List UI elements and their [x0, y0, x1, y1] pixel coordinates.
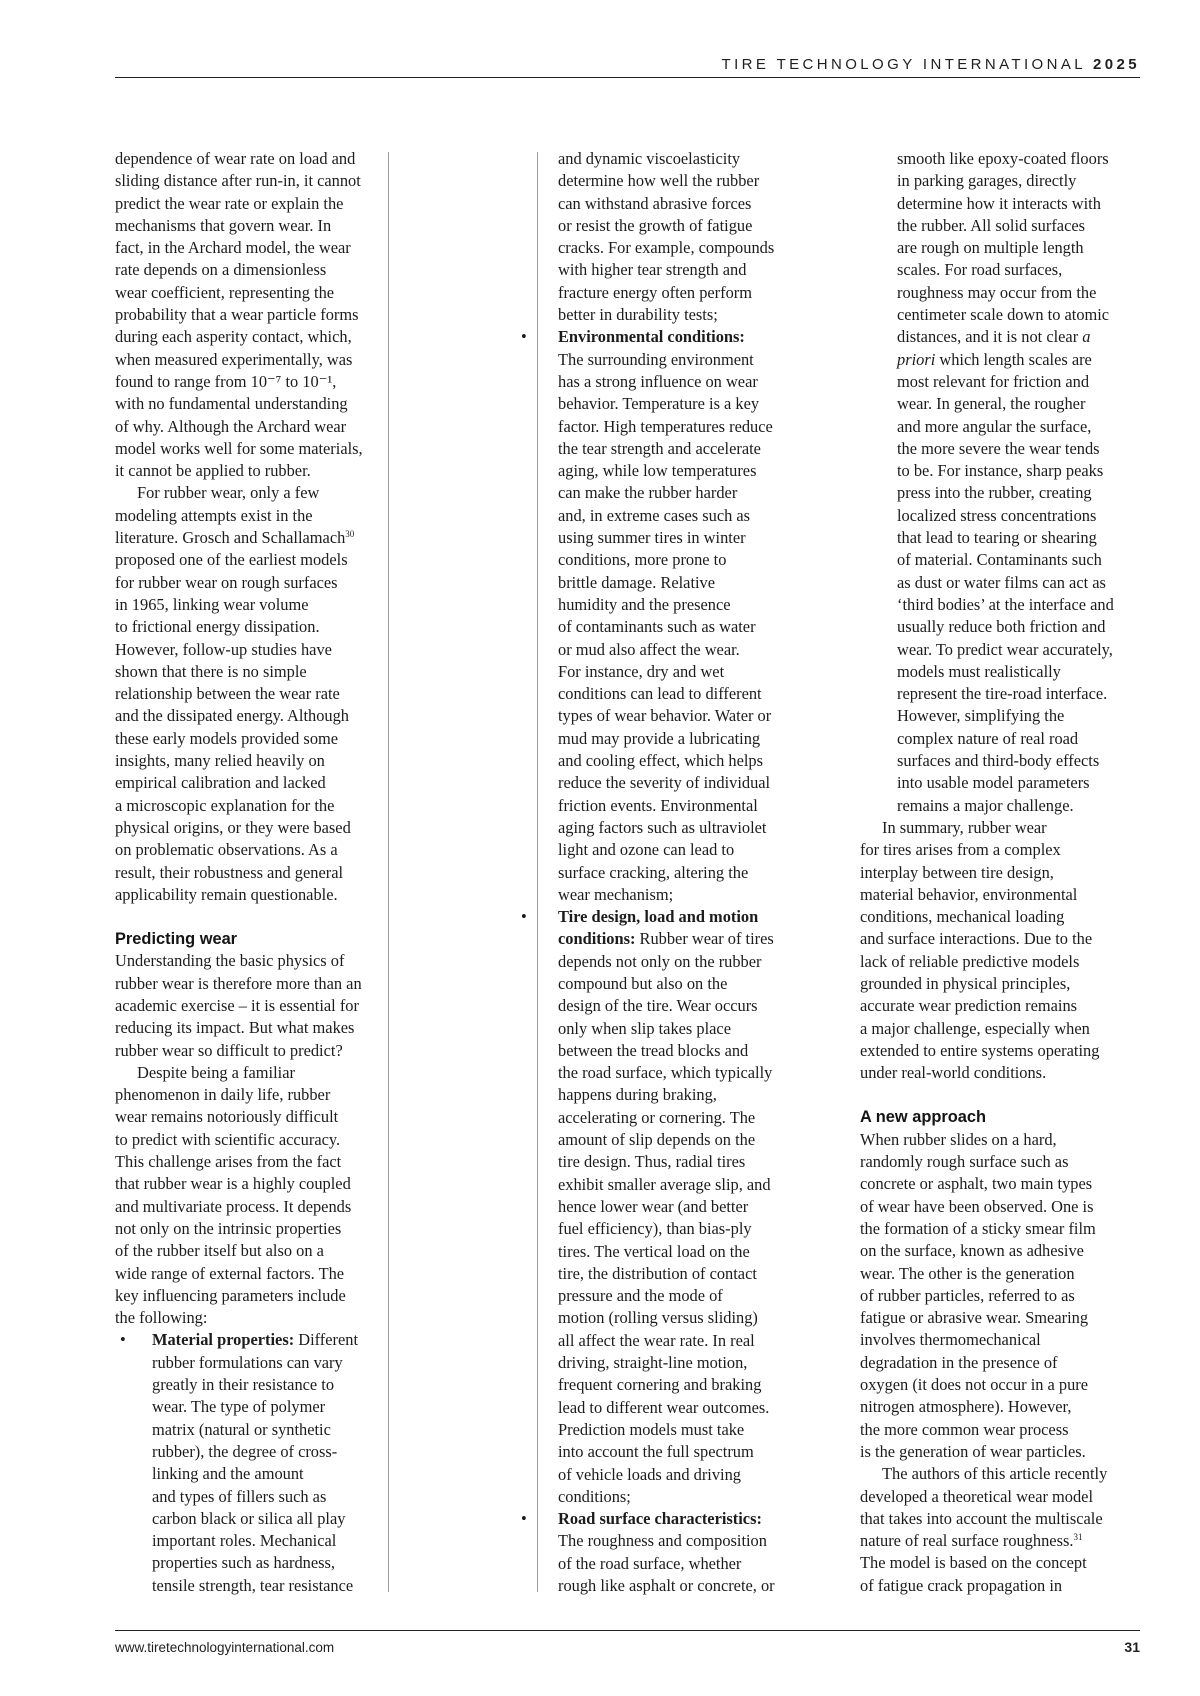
text-line: the road surface, which typically: [558, 1063, 773, 1083]
text-line: rough like asphalt or concrete, or: [558, 1576, 775, 1595]
text-line: has a strong influence on wear: [558, 371, 758, 391]
text-line: not only on the intrinsic properties: [115, 1218, 342, 1238]
reference-number: 30: [345, 529, 355, 540]
text-line: ‘third bodies’ at the interface and: [897, 594, 1114, 614]
text-line: rubber wear is therefore more than an: [115, 973, 362, 993]
bullet-dot: •: [521, 907, 527, 927]
text-line: Despite being a familiar: [137, 1062, 295, 1082]
text-line: these early models provided some: [115, 728, 339, 748]
text-line: most relevant for friction and: [897, 371, 1090, 391]
text-line: randomly rough surface such as: [860, 1152, 1069, 1172]
text-line: on problematic observations. As a: [115, 840, 338, 860]
text-line: of fatigue crack propagation in: [860, 1575, 1063, 1595]
text-line: Rubber wear of tires: [635, 929, 774, 949]
text-line: to predict with scientific accuracy.: [115, 1129, 341, 1149]
text-line: remains a major challenge.: [897, 795, 1074, 815]
text-line: conditions can lead to different: [558, 684, 762, 704]
text-line: with no fundamental understanding: [115, 394, 348, 414]
text-line: reduce the severity of individual: [558, 773, 771, 793]
text-line: exhibit smaller average slip, and: [558, 1174, 771, 1194]
text-line: design of the tire. Wear occurs: [558, 996, 758, 1016]
text-line: of the rubber itself but also on a: [115, 1241, 324, 1261]
text-line: smooth like epoxy-coated floors: [897, 149, 1109, 168]
text-line: to be. For instance, sharp peaks: [897, 461, 1104, 481]
text-line: found to range from 10⁻⁷ to 10⁻¹,: [115, 371, 337, 391]
text-line: modeling attempts exist in the: [115, 505, 313, 525]
header-rule: [115, 77, 1140, 78]
text-line: that lead to tearing or shearing: [897, 528, 1097, 548]
text-line: greatly in their resistance to: [152, 1375, 335, 1395]
text-line: literature. Grosch and Schallamach: [115, 528, 346, 548]
text-line: the tear strength and accelerate: [558, 438, 761, 458]
text-line: of the road surface, whether: [558, 1553, 742, 1573]
text-line: can withstand abrasive forces: [558, 193, 752, 213]
running-header: [115, 56, 1140, 73]
text-line: complex nature of real road: [897, 728, 1079, 748]
text-line: insights, many relied heavily on: [115, 751, 325, 771]
body-paragraph: [860, 1129, 1145, 1463]
text-line: scales. For road surfaces,: [897, 260, 1063, 280]
text-line: and cooling effect, which helps: [558, 751, 763, 771]
text-line: mud may provide a lubricating: [558, 728, 761, 748]
bullet-item: [521, 326, 843, 906]
text-line: For instance, dry and wet: [558, 661, 725, 681]
body-paragraph: [115, 950, 395, 1061]
text-line: of rubber particles, referred to as: [860, 1285, 1075, 1305]
text-line: The authors of this article recently: [882, 1464, 1108, 1484]
body-paragraph: [115, 1062, 395, 1330]
text-line: tensile strength, tear resistance: [152, 1575, 354, 1595]
text-line: centimeter scale down to atomic: [897, 305, 1110, 325]
text-line: of why. Although the Archard wear: [115, 416, 347, 436]
text-line: When rubber slides on a hard,: [860, 1129, 1057, 1149]
bullet-label: Tire design, load and motion: [558, 907, 759, 927]
text-line: of wear have been observed. One is: [860, 1196, 1094, 1216]
text-line: when measured experimentally, was: [115, 349, 353, 369]
text-line: properties such as hardness,: [152, 1553, 335, 1573]
text-line: wear. The other is the generation: [860, 1263, 1075, 1283]
text-line: hence lower wear (and better: [558, 1196, 749, 1216]
text-line: wide range of external factors. The: [115, 1263, 345, 1283]
text-line: fuel efficiency), than bias-ply: [558, 1219, 752, 1239]
text-line: fatigue or abrasive wear. Smearing: [860, 1308, 1089, 1328]
text-line: using summer tires in winter: [558, 528, 746, 548]
text-line: Understanding the basic physics of: [115, 951, 345, 971]
text-line: Different: [294, 1330, 359, 1350]
text-line: rubber wear so difficult to predict?: [115, 1040, 343, 1060]
text-line: which length scales are: [935, 349, 1092, 369]
italic-term: a: [1082, 327, 1091, 347]
bullet-item: [521, 1508, 843, 1597]
text-line: dependence of wear rate on load and: [115, 149, 356, 168]
text-line: motion (rolling versus sliding): [558, 1308, 758, 1328]
text-line: and surface interactions. Due to the: [860, 929, 1093, 949]
column-divider: [537, 152, 538, 1592]
bullet-dot: •: [521, 327, 527, 347]
text-line: cracks. For example, compounds: [558, 238, 775, 258]
text-line: lack of reliable predictive models: [860, 951, 1080, 971]
text-line: distances, and it is not clear: [897, 327, 1083, 347]
text-line: to frictional energy dissipation.: [115, 617, 320, 637]
text-line: wear. To predict wear accurately,: [897, 639, 1113, 659]
text-line: determine how well the rubber: [558, 171, 760, 191]
text-line: under real-world conditions.: [860, 1063, 1047, 1083]
bullet-label: Road surface characteristics:: [558, 1509, 762, 1529]
text-line: fact, in the Archard model, the wear: [115, 238, 351, 258]
bullet-label: Environmental conditions:: [558, 327, 745, 347]
text-line: tire, the distribution of contact: [558, 1263, 757, 1283]
publication-title: TIRE TECHNOLOGY INTERNATIONAL: [721, 56, 1086, 73]
bullet-continuation: [558, 148, 843, 326]
text-line: represent the tire-road interface.: [897, 684, 1108, 704]
text-line: degradation in the presence of: [860, 1352, 1058, 1372]
publication-year: 2025: [1093, 56, 1140, 73]
text-line: that takes into account the multiscale: [860, 1508, 1103, 1528]
text-line: pressure and the mode of: [558, 1286, 723, 1306]
text-line: localized stress concentrations: [897, 505, 1097, 525]
text-line: academic exercise – it is essential for: [115, 995, 359, 1015]
text-line: oxygen (it does not occur in a pure: [860, 1375, 1089, 1395]
text-line: matrix (natural or synthetic: [152, 1419, 331, 1439]
bullet-label: conditions:: [558, 929, 636, 949]
text-line: probability that a wear particle forms: [115, 305, 359, 325]
text-line: behavior. Temperature is a key: [558, 394, 760, 414]
text-line: Prediction models must take: [558, 1419, 745, 1439]
column-3: [860, 148, 1145, 1597]
text-line: amount of slip depends on the: [558, 1130, 756, 1150]
text-line: shown that there is no simple: [115, 661, 307, 681]
text-line: tire design. Thus, radial tires: [558, 1152, 746, 1172]
page-number: 31: [1124, 1639, 1140, 1655]
text-line: material behavior, environmental: [860, 884, 1078, 904]
text-line: and the dissipated energy. Although: [115, 706, 349, 726]
reference-number: 31: [1073, 1532, 1083, 1543]
bullet-dot: •: [120, 1330, 126, 1350]
text-line: only when slip takes place: [558, 1018, 731, 1038]
text-line: that rubber wear is a highly coupled: [115, 1174, 351, 1194]
text-line: linking and the amount: [152, 1464, 304, 1484]
text-line: roughness may occur from the: [897, 282, 1097, 302]
text-line: the more severe the wear tends: [897, 438, 1100, 458]
text-line: of contaminants such as water: [558, 617, 756, 637]
text-line: friction events. Environmental: [558, 795, 758, 815]
text-line: better in durability tests;: [558, 305, 718, 325]
bullet-continuation: [860, 148, 1145, 817]
text-line: driving, straight-line motion,: [558, 1353, 748, 1373]
bullet-dot: •: [521, 1509, 527, 1529]
column-1: [115, 148, 395, 1597]
footer-url[interactable]: www.tiretechnologyinternational.com: [115, 1640, 335, 1655]
text-line: and types of fillers such as: [152, 1486, 327, 1506]
text-line: rubber formulations can vary: [152, 1352, 343, 1372]
text-line: nitrogen atmosphere). However,: [860, 1397, 1072, 1417]
text-line: concrete or asphalt, two main types: [860, 1174, 1093, 1194]
text-line: extended to entire systems operating: [860, 1040, 1100, 1060]
text-line: determine how it interacts with: [897, 193, 1101, 213]
text-line: surfaces and third-body effects: [897, 751, 1100, 771]
text-line: reducing its impact. But what makes: [115, 1018, 355, 1038]
text-line: factor. High temperatures reduce: [558, 416, 773, 436]
text-line: developed a theoretical wear model: [860, 1486, 1093, 1506]
text-line: for tires arises from a complex: [860, 840, 1061, 860]
text-line: depends not only on the rubber: [558, 951, 762, 971]
text-line: The roughness and composition: [558, 1531, 767, 1551]
text-line: proposed one of the earliest models: [115, 550, 348, 570]
text-line: sliding distance after run-in, it cannot: [115, 171, 361, 191]
text-line: wear remains notoriously difficult: [115, 1107, 339, 1127]
text-line: aging, while low temperatures: [558, 461, 757, 481]
text-line: compound but also on the: [558, 973, 728, 993]
body-paragraph: [115, 482, 395, 906]
text-line: during each asperity contact, which,: [115, 327, 352, 347]
text-line: grounded in physical principles,: [860, 973, 1071, 993]
text-line: The model is based on the concept: [860, 1553, 1087, 1573]
text-line: carbon black or silica all play: [152, 1508, 346, 1528]
text-line: mechanisms that govern wear. In: [115, 215, 332, 235]
text-line: into usable model parameters: [897, 773, 1090, 793]
text-line: brittle damage. Relative: [558, 572, 716, 592]
text-line: physical origins, or they were based: [115, 817, 351, 837]
text-line: nature of real surface roughness.: [860, 1531, 1074, 1551]
text-line: between the tread blocks and: [558, 1040, 749, 1060]
text-line: it cannot be applied to rubber.: [115, 461, 311, 481]
text-line: usually reduce both friction and: [897, 617, 1106, 637]
text-line: wear coefficient, representing the: [115, 282, 335, 302]
column-2: [521, 148, 843, 1597]
text-line: rubber), the degree of cross-: [152, 1441, 338, 1461]
text-line: the more common wear process: [860, 1419, 1069, 1439]
text-line: predict the wear rate or explain the: [115, 193, 344, 213]
text-line: types of wear behavior. Water or: [558, 706, 772, 726]
section-heading: A new approach: [860, 1108, 986, 1127]
text-line: applicability remain questionable.: [115, 884, 338, 904]
text-line: phenomenon in daily life, rubber: [115, 1085, 331, 1105]
text-line: and, in extreme cases such as: [558, 505, 751, 525]
text-line: The surrounding environment: [558, 349, 754, 369]
text-line: the following:: [115, 1308, 208, 1328]
text-line: model works well for some materials,: [115, 438, 363, 458]
text-line: However, simplifying the: [897, 706, 1065, 726]
text-line: happens during braking,: [558, 1085, 717, 1105]
text-line: accurate wear prediction remains: [860, 996, 1078, 1016]
text-line: a major challenge, especially when: [860, 1018, 1090, 1038]
text-line: and dynamic viscoelasticity: [558, 149, 741, 168]
text-line: or resist the growth of fatigue: [558, 215, 753, 235]
text-line: and multivariate process. It depends: [115, 1196, 352, 1216]
text-line: a microscopic explanation for the: [115, 795, 335, 815]
text-line: light and ozone can lead to: [558, 840, 735, 860]
bullet-label: Material properties:: [152, 1330, 295, 1350]
text-line: In summary, rubber wear: [882, 817, 1047, 837]
text-line: humidity and the presence: [558, 594, 731, 614]
text-line: models must realistically: [897, 661, 1061, 681]
text-line: surface cracking, altering the: [558, 862, 749, 882]
text-line: on the surface, known as adhesive: [860, 1241, 1084, 1261]
text-line: wear. In general, the rougher: [897, 394, 1086, 414]
text-line: the formation of a sticky smear film: [860, 1218, 1096, 1238]
text-line: For rubber wear, only a few: [137, 483, 320, 503]
text-line: or mud also affect the wear.: [558, 639, 740, 659]
text-line: interplay between tire design,: [860, 862, 1054, 882]
italic-term: priori: [897, 349, 936, 369]
footer-rule: [115, 1630, 1140, 1631]
text-line: for rubber wear on rough surfaces: [115, 572, 338, 592]
text-line: frequent cornering and braking: [558, 1375, 762, 1395]
text-line: is the generation of wear particles.: [860, 1441, 1086, 1461]
text-line: of vehicle loads and driving: [558, 1464, 741, 1484]
text-line: with higher tear strength and: [558, 260, 747, 280]
text-line: However, follow-up studies have: [115, 639, 332, 659]
text-line: can make the rubber harder: [558, 483, 738, 503]
body-paragraph: [860, 817, 1145, 1085]
section-heading: Predicting wear: [115, 930, 238, 949]
text-line: tires. The vertical load on the: [558, 1241, 750, 1261]
text-line: into account the full spectrum: [558, 1442, 754, 1462]
text-line: press into the rubber, creating: [897, 483, 1092, 503]
body-paragraph: [860, 1463, 1145, 1597]
text-line: as dust or water films can act as: [897, 572, 1106, 592]
text-line: result, their robustness and general: [115, 862, 344, 882]
text-line: conditions, mechanical loading: [860, 907, 1065, 927]
text-line: of material. Contaminants such: [897, 550, 1102, 570]
text-line: the rubber. All solid surfaces: [897, 215, 1085, 235]
text-line: in 1965, linking wear volume: [115, 594, 309, 614]
text-line: This challenge arises from the fact: [115, 1152, 342, 1172]
text-line: conditions;: [558, 1486, 631, 1506]
text-line: key influencing parameters include: [115, 1285, 346, 1305]
text-line: empirical calibration and lacked: [115, 773, 326, 793]
bullet-item: [115, 1329, 395, 1597]
text-line: fracture energy often perform: [558, 282, 753, 302]
text-line: relationship between the wear rate: [115, 684, 340, 704]
text-line: aging factors such as ultraviolet: [558, 817, 767, 837]
text-line: important roles. Mechanical: [152, 1531, 337, 1551]
text-line: rate depends on a dimensionless: [115, 260, 327, 280]
text-line: and more angular the surface,: [897, 416, 1092, 436]
bullet-item: [521, 906, 843, 1508]
text-line: in parking garages, directly: [897, 171, 1077, 191]
body-paragraph: [115, 148, 395, 482]
text-line: wear. The type of polymer: [152, 1397, 326, 1417]
text-line: are rough on multiple length: [897, 238, 1084, 258]
text-line: lead to different wear outcomes.: [558, 1397, 770, 1417]
text-line: wear mechanism;: [558, 884, 674, 904]
text-line: involves thermomechanical: [860, 1330, 1041, 1350]
text-line: conditions, more prone to: [558, 550, 727, 570]
text-line: accelerating or cornering. The: [558, 1107, 756, 1127]
text-line: all affect the wear rate. In real: [558, 1330, 755, 1350]
